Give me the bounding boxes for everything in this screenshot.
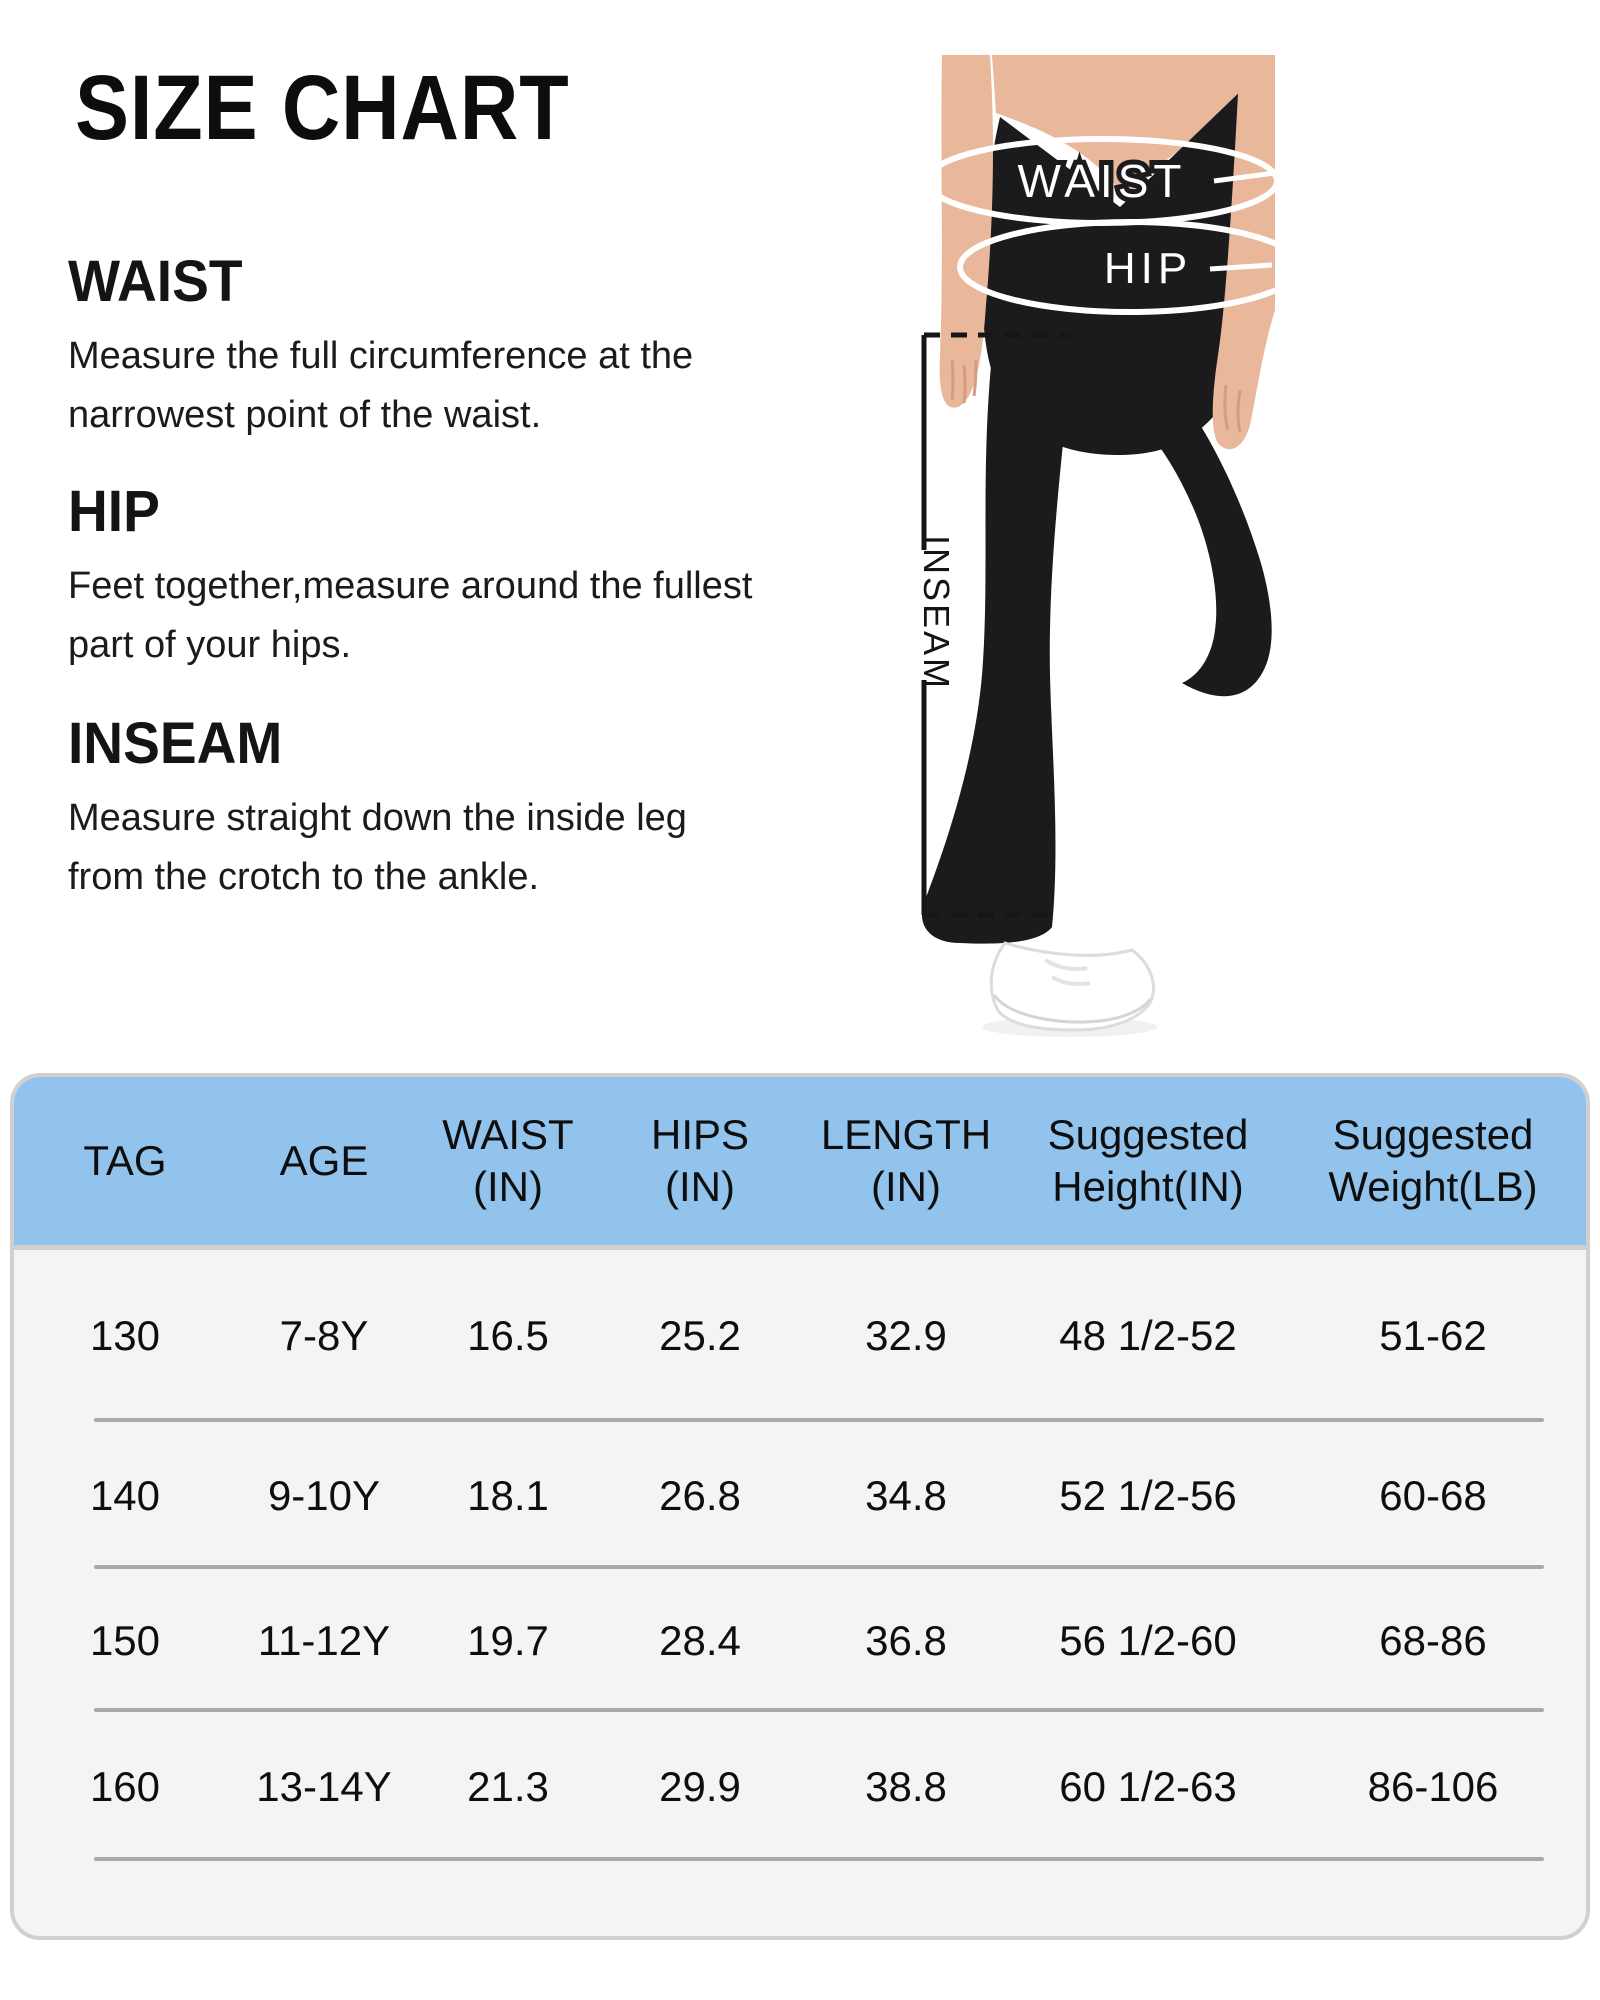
section-inseam-body: Measure straight down the inside leg from the crotch to the ankle. bbox=[68, 796, 687, 898]
size-table-header bbox=[14, 1077, 1586, 1250]
section-hip-body: Feet together,measure around the fullest part of your hips. bbox=[68, 564, 753, 666]
sneaker bbox=[991, 943, 1153, 1030]
cell-weight: 68-86 bbox=[1379, 1616, 1487, 1664]
header-age bbox=[236, 1135, 412, 1188]
cell-hips: 29.9 bbox=[659, 1762, 741, 1810]
cell-weight: 51-62 bbox=[1379, 1312, 1487, 1359]
inseam-label: INSEAM bbox=[916, 534, 957, 692]
table-row-150 bbox=[14, 1569, 1586, 1712]
header-waist: WAIST (IN) bbox=[442, 1110, 574, 1210]
cell-length: 38.8 bbox=[865, 1762, 947, 1810]
cell-waist: 16.5 bbox=[467, 1312, 549, 1359]
cell-age: 11-12Y bbox=[257, 1616, 391, 1664]
cell-waist: 21.3 bbox=[467, 1762, 549, 1810]
size-table bbox=[10, 1073, 1590, 1940]
cell-waist: 18.1 bbox=[467, 1471, 549, 1519]
header-length: LENGTH (IN) bbox=[820, 1110, 992, 1210]
cell-height: 60 1/2-63 bbox=[1059, 1762, 1237, 1810]
section-inseam bbox=[68, 711, 768, 907]
header-hips: HIPS (IN) bbox=[650, 1110, 750, 1210]
hip-label: HIP bbox=[1103, 244, 1193, 293]
cell-age: 9-10Y bbox=[267, 1471, 381, 1519]
page-title: SIZE CHART bbox=[75, 57, 570, 159]
model-left-arm bbox=[940, 55, 993, 408]
table-row-160 bbox=[14, 1712, 1586, 1861]
cell-hips: 28.4 bbox=[659, 1616, 741, 1664]
cell-tag: 160 bbox=[89, 1762, 161, 1810]
cell-age: 7-8Y bbox=[279, 1312, 369, 1359]
waist-label: WAIST bbox=[1017, 155, 1187, 207]
model-photo bbox=[700, 50, 1275, 1060]
header-suggested-weight: Suggested Weight(LB) bbox=[1328, 1110, 1538, 1210]
header-tag-label: TAG bbox=[83, 1136, 167, 1184]
header-age-label: AGE bbox=[279, 1136, 369, 1184]
section-waist bbox=[68, 249, 768, 445]
section-hip-heading: HIP bbox=[68, 479, 160, 544]
cell-age: 13-14Y bbox=[256, 1762, 392, 1810]
cell-height: 48 1/2-52 bbox=[1059, 1312, 1237, 1359]
cell-tag: 130 bbox=[89, 1312, 161, 1359]
section-waist-body: Measure the full circumference at the narrowest point of the waist. bbox=[68, 334, 694, 436]
cell-tag: 140 bbox=[89, 1471, 161, 1519]
cell-hips: 26.8 bbox=[659, 1471, 741, 1519]
cell-weight: 86-106 bbox=[1367, 1762, 1499, 1810]
cell-length: 34.8 bbox=[865, 1471, 947, 1519]
model-illustration bbox=[700, 50, 1275, 1060]
table-row-130 bbox=[14, 1250, 1586, 1422]
cell-length: 36.8 bbox=[865, 1616, 947, 1664]
cell-waist: 19.7 bbox=[467, 1616, 549, 1664]
cell-tag: 150 bbox=[89, 1616, 161, 1664]
section-hip bbox=[68, 479, 768, 675]
cell-length: 32.9 bbox=[865, 1312, 947, 1359]
table-row-140 bbox=[14, 1422, 1586, 1569]
cell-height: 52 1/2-56 bbox=[1059, 1471, 1237, 1519]
header-tag bbox=[14, 1135, 236, 1188]
header-suggested-height: Suggested Height(IN) bbox=[1047, 1110, 1249, 1210]
cell-weight: 60-68 bbox=[1379, 1471, 1487, 1519]
section-waist-heading: WAIST bbox=[68, 249, 243, 314]
cell-height: 56 1/2-60 bbox=[1059, 1616, 1237, 1664]
cell-hips: 25.2 bbox=[659, 1312, 741, 1359]
section-inseam-heading: INSEAM bbox=[68, 711, 283, 776]
